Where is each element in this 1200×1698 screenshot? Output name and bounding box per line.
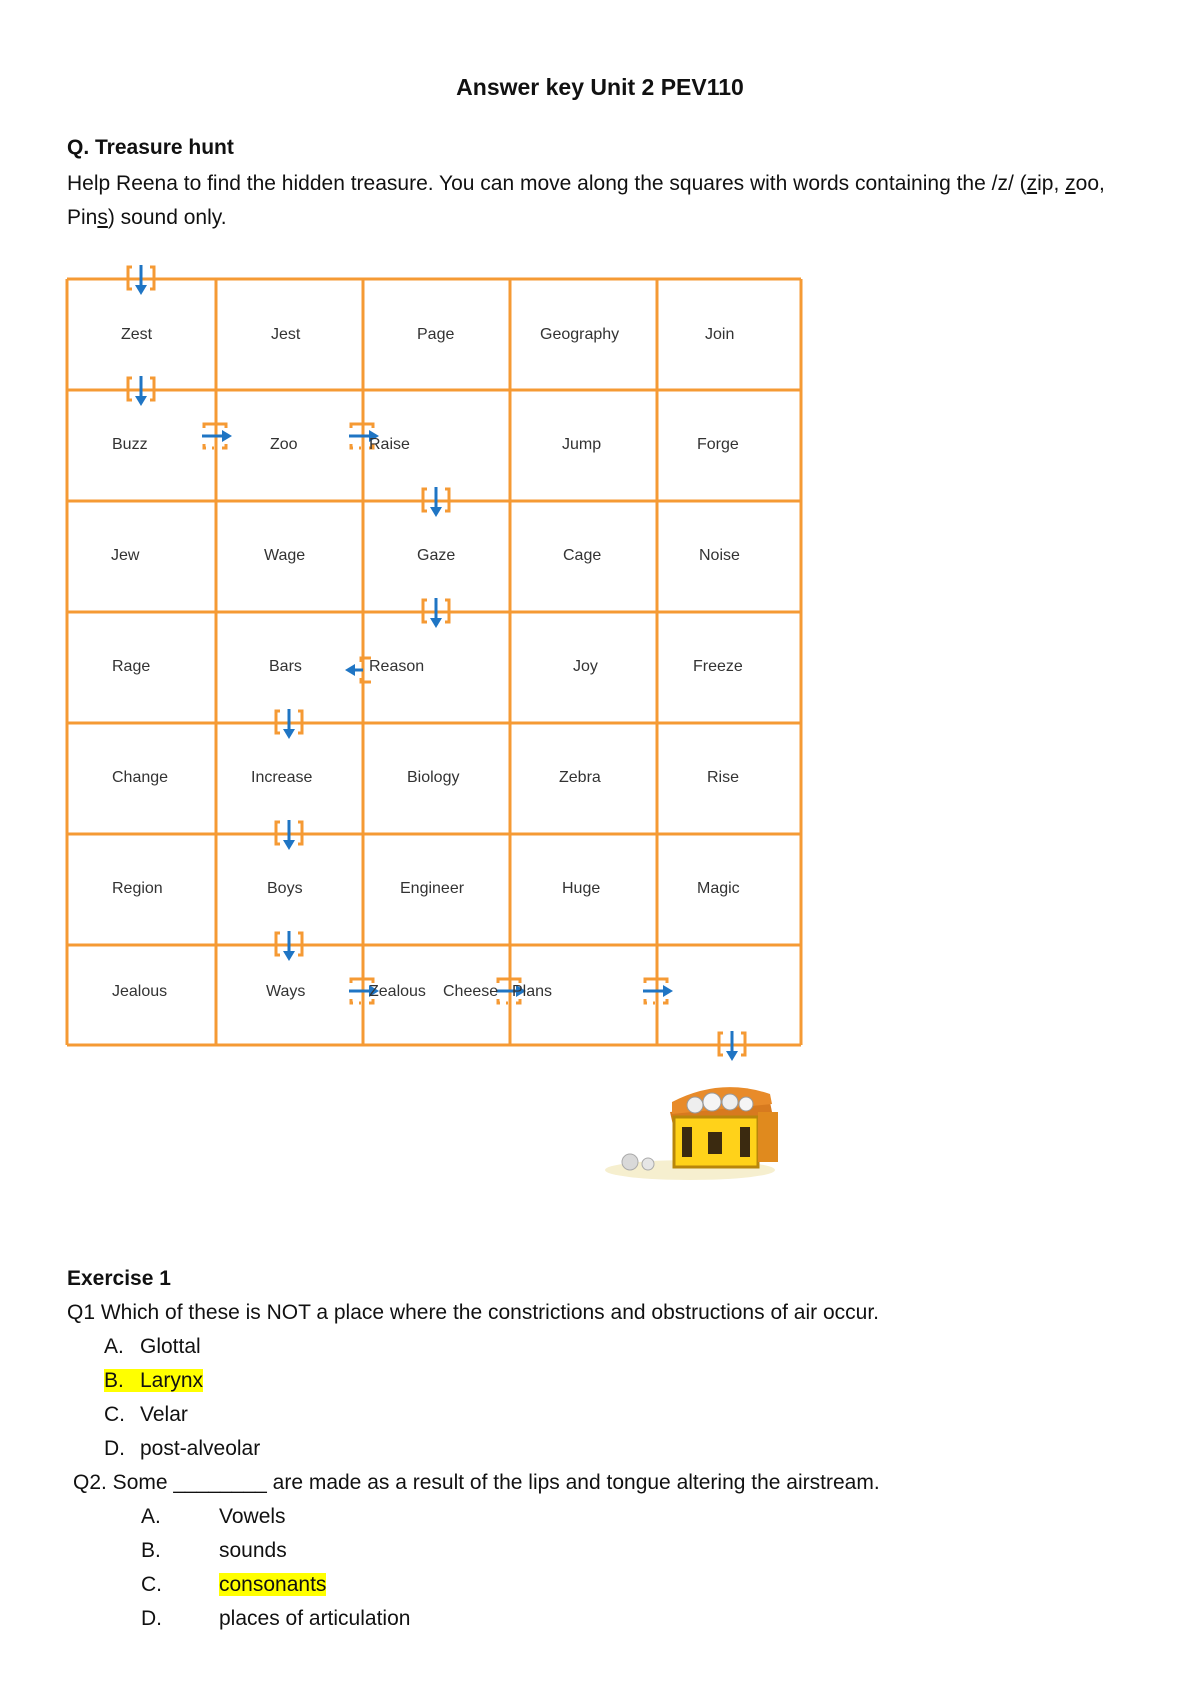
arrow-left-icon xyxy=(345,658,371,682)
q1-option-b: B. Larynx xyxy=(104,1369,204,1392)
cell-label: Joy xyxy=(573,658,598,675)
cell-label: Noise xyxy=(699,547,740,564)
treasure-hunt-instructions: Help Reena to find the hidden treasure. You can move along the squares with words containing the /z/ (zip, zoo, Pins) sound only. xyxy=(67,172,1105,229)
cell-label: Raise xyxy=(369,436,410,453)
cell-label: Jealous xyxy=(112,983,168,1000)
q1-option-c: C. Velar xyxy=(104,1403,188,1426)
cell-label: Huge xyxy=(562,880,601,897)
cell-label: Ways xyxy=(266,983,306,1000)
cell-label: Increase xyxy=(251,769,313,786)
cell-label: Gaze xyxy=(417,547,456,564)
cell-label: Rise xyxy=(707,769,740,786)
cell-label: Wage xyxy=(264,547,306,564)
cell-label: Zealous xyxy=(369,983,426,1000)
exercise-1-heading: Exercise 1 xyxy=(67,1267,171,1290)
cell-label: Cheese xyxy=(443,983,499,1000)
grid-lines xyxy=(67,279,801,1045)
cell-label: Jump xyxy=(562,436,602,453)
cell-label: Biology xyxy=(407,769,460,786)
cell-label: Forge xyxy=(697,436,739,453)
treasure-hunt-grid xyxy=(67,279,801,1045)
q2-option-a: A. Vowels xyxy=(141,1505,286,1528)
cell-label: Jew xyxy=(111,547,140,564)
treasure-chest-icon xyxy=(600,1072,790,1182)
treasure-hunt-heading: Q. Treasure hunt xyxy=(67,136,234,159)
q1-option-a: A. Glottal xyxy=(104,1335,201,1358)
cell-label: Change xyxy=(112,769,169,786)
cell-label: Plans xyxy=(512,983,553,1000)
question-2: Q2. Some ________ are made as a result of the lips and tongue altering the airstream. xyxy=(73,1471,880,1494)
cell-label: Zebra xyxy=(559,769,601,786)
cell-label: Engineer xyxy=(400,880,465,897)
cell-label: Magic xyxy=(697,880,740,897)
cell-label: Zest xyxy=(121,326,153,343)
cell-label: Join xyxy=(705,326,735,343)
q2-option-d: D. places of articulation xyxy=(141,1607,411,1630)
cell-label: Bars xyxy=(269,658,302,675)
cell-label: Jest xyxy=(271,326,301,343)
cell-label: Buzz xyxy=(112,436,148,453)
cell-label: Cage xyxy=(563,547,602,564)
q1-option-d: D. post-alveolar xyxy=(104,1437,261,1460)
cell-label: Reason xyxy=(369,658,425,675)
cell-label: Zoo xyxy=(270,436,298,453)
cell-label: Page xyxy=(417,326,455,343)
cell-label: Region xyxy=(112,880,163,897)
cell-label: Freeze xyxy=(693,658,743,675)
cell-label: Rage xyxy=(112,658,151,675)
document-title: Answer key Unit 2 PEV110 xyxy=(456,74,744,100)
question-1: Q1 Which of these is NOT a place where the constrictions and obstructions of air occur. xyxy=(67,1301,879,1324)
cell-label: Geography xyxy=(540,326,620,343)
q2-option-c: C. consonants xyxy=(141,1573,327,1596)
q2-option-b: B. sounds xyxy=(141,1539,287,1562)
cell-label: Boys xyxy=(267,880,303,897)
